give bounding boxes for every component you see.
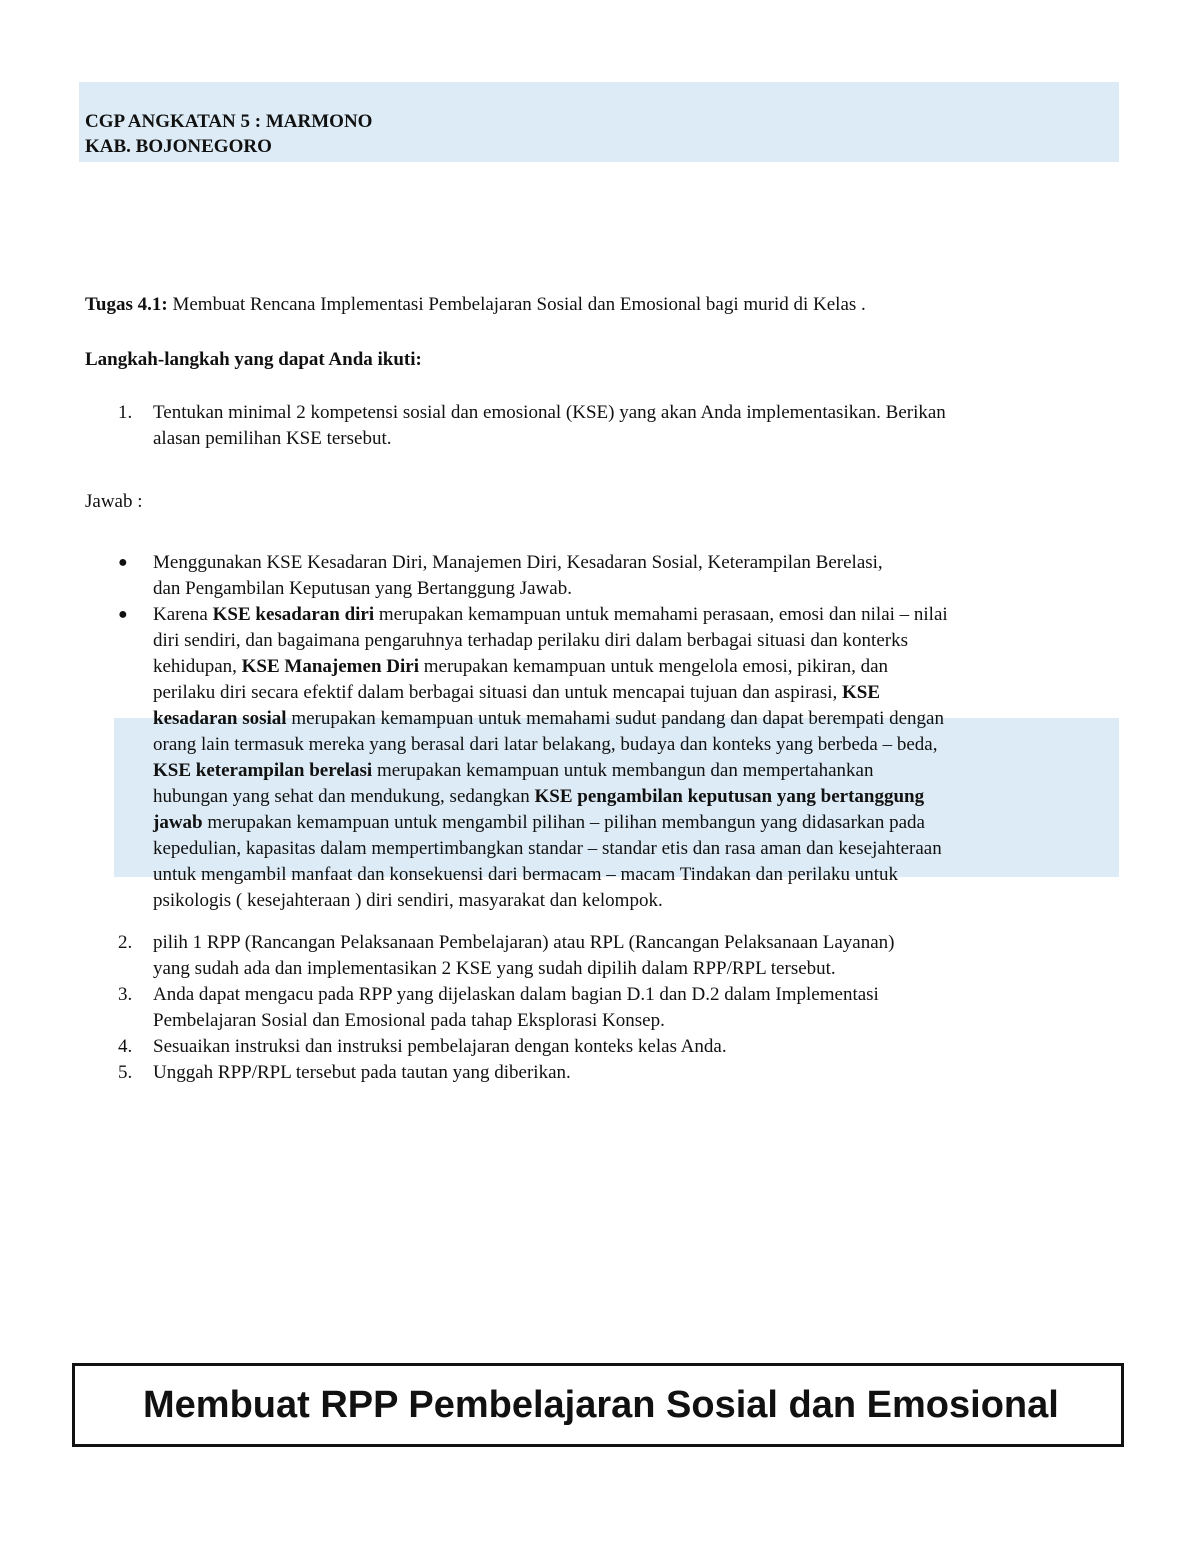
bullet-2-line-9: jawab merupakan kemampuan untuk mengambil pilihan – pilihan membangun yang didasarkan pada [153,812,925,833]
step-5-line-1: Unggah RPP/RPL tersebut pada tautan yang diberikan. [153,1062,571,1083]
step-4-number: 4. [118,1036,133,1057]
step-5-number: 5. [118,1062,133,1083]
step-1-line-2: alasan pemilihan KSE tersebut. [153,428,392,449]
bullet-2-line-12: psikologis ( kesejahteraan ) diri sendiri, masyarakat dan kelompok. [153,890,663,911]
step-3-line-1: Anda dapat mengacu pada RPP yang dijelaskan dalam bagian D.1 dan D.2 dalam Implementasi [153,984,879,1005]
bullet-2-line-4: perilaku diri secara efektif dalam berbagai situasi dan untuk mencapai tujuan dan aspirasi, KSE [153,682,881,703]
kse-kesadaran-sosial: kesadaran sosial [153,708,287,729]
steps-heading: Langkah-langkah yang dapat Anda ikuti: [85,349,422,370]
step-2-line-2: yang sudah ada dan implementasikan 2 KSE yang sudah dipilih dalam RPP/RPL tersebut. [153,958,836,979]
step-3-line-2: Pembelajaran Sosial dan Emosional pada tahap Eksplorasi Konsep. [153,1010,665,1031]
step-1-number: 1. [118,402,133,423]
bullet-2-line-1: Karena KSE kesadaran diri merupakan kemampuan untuk memahami perasaan, emosi dan nilai – nilai [153,604,948,625]
kse-kesadaran-diri: KSE kesadaran diri [212,604,375,625]
bullet-2-line-6: orang lain termasuk mereka yang berasal dari latar belakang, budaya dan konteks yang berbeda – beda, [153,734,938,755]
bullet-2-line-3: kehidupan, KSE Manajemen Diri merupakan kemampuan untuk mengelola emosi, pikiran, dan [153,656,889,677]
step-1-line-1: Tentukan minimal 2 kompetensi sosial dan emosional (KSE) yang akan Anda implementasikan. Berikan [153,402,946,423]
kse-pengambilan-keputusan: KSE pengambilan keputusan yang bertanggung [534,786,925,807]
footer-title-box [72,1363,1124,1447]
task-line [85,292,866,318]
step-4-line-1: Sesuaikan instruksi dan instruksi pembelajaran dengan konteks kelas Anda. [153,1036,727,1057]
kse-manajemen-diri: KSE Manajemen Diri [241,656,419,677]
bullet-2-line-11: untuk mengambil manfaat dan konsekuensi dari bermacam – macam Tindakan dan perilaku untuk [153,864,899,885]
bullet-1-line-1: Menggunakan KSE Kesadaran Diri, Manajemen Diri, Kesadaran Sosial, Keterampilan Berelasi, [153,552,883,573]
bullet-2-line-7: KSE keterampilan berelasi merupakan kemampuan untuk membangun dan mempertahankan [153,760,874,781]
bullet-1-line-2: dan Pengambilan Keputusan yang Bertanggung Jawab. [153,578,572,599]
bullet-2-line-2: diri sendiri, dan bagaimana pengaruhnya terhadap perilaku diri dalam berbagai situasi dan konterks [153,630,908,651]
step-3-number: 3. [118,984,133,1005]
bullet-2-line-5: kesadaran sosial merupakan kemampuan untuk memahami sudut pandang dan dapat berempati dengan [153,708,944,729]
task-label: Tugas 4.1: [85,294,168,315]
bullet-2-line-10: kepedulian, kapasitas dalam mempertimbangkan standar – standar etis dan rasa aman dan kesejahteraan [153,838,942,859]
footer-title: Membuat RPP Pembelajaran Sosial dan Emosional [143,1384,1059,1426]
kse-keterampilan-berelasi: KSE keterampilan berelasi [153,760,373,781]
answer-label: Jawab : [85,491,143,512]
bullet-2-line-8: hubungan yang sehat dan mendukung, sedangkan KSE pengambilan keputusan yang bertanggung [153,786,925,807]
step-2-number: 2. [118,932,133,953]
bullet-1-marker: ● [118,554,128,571]
header-region-line: KAB. BOJONEGORO [85,136,272,157]
header-author-line: CGP ANGKATAN 5 : MARMONO [85,111,373,132]
task-text: Membuat Rencana Implementasi Pembelajaran Sosial dan Emosional bagi murid di Kelas . [167,294,866,315]
step-2-line-1: pilih 1 RPP (Rancangan Pelaksanaan Pembelajaran) atau RPL (Rancangan Pelaksanaan Layanan) [153,932,895,953]
bullet-2-marker: ● [118,606,128,623]
